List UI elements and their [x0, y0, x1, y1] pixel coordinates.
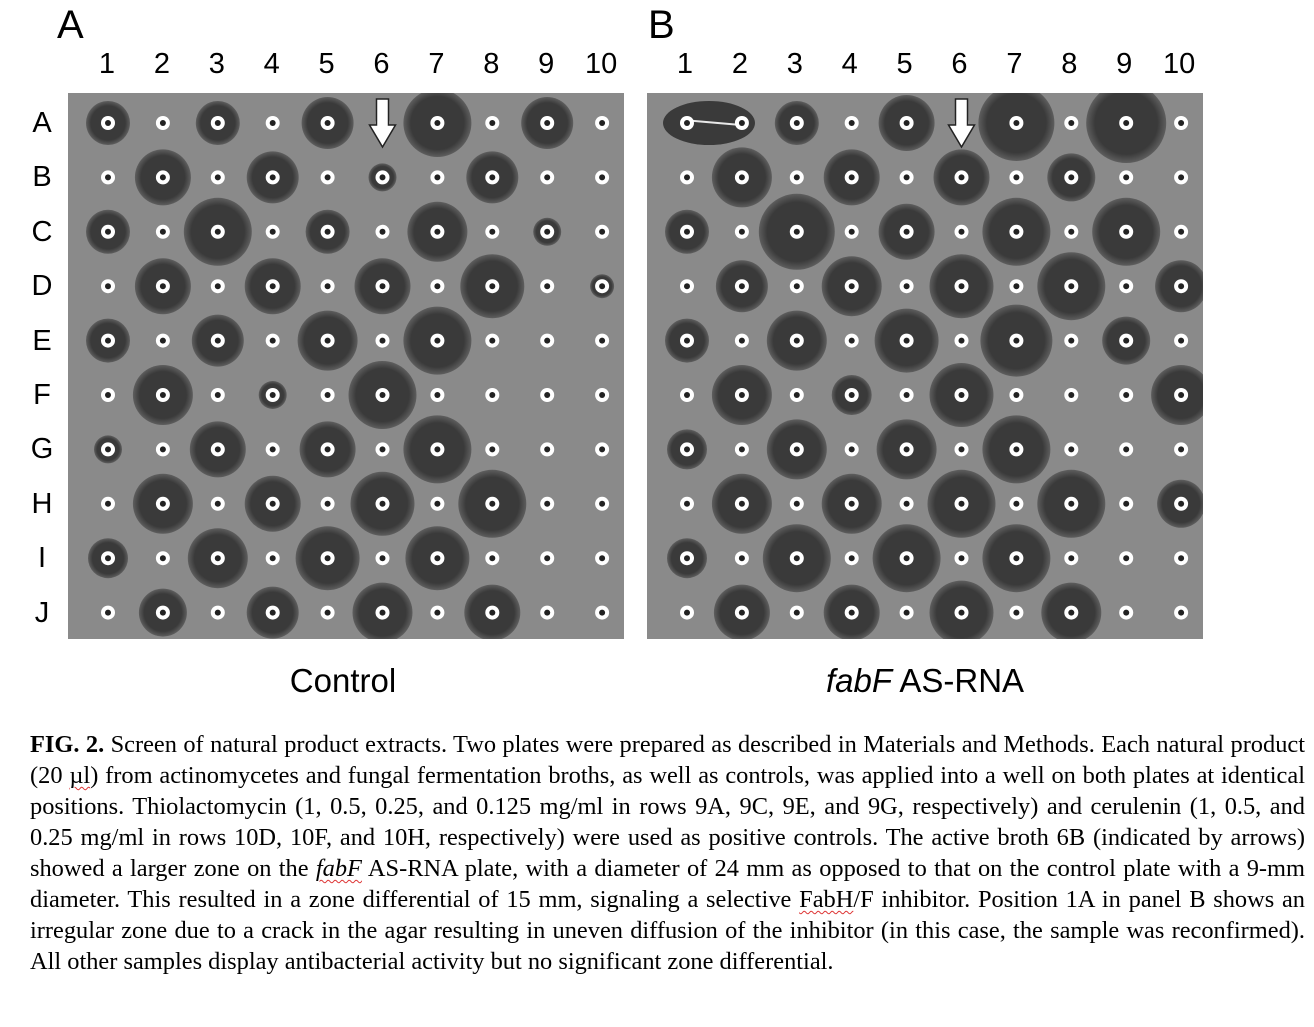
well-hole [105, 501, 111, 507]
well-hole [489, 283, 495, 289]
well-hole [325, 610, 331, 616]
plate-fabf-image [647, 93, 1203, 639]
well-hole [1123, 229, 1129, 235]
well-hole [434, 120, 440, 126]
well-hole [325, 446, 331, 452]
well-hole [544, 338, 550, 344]
well-hole [1013, 610, 1019, 616]
well-hole [270, 229, 276, 235]
well-hole [599, 501, 605, 507]
well-hole [794, 283, 800, 289]
well-hole [849, 446, 855, 452]
well-hole [739, 229, 745, 235]
plate-b-col-label: 1 [676, 48, 694, 80]
well-hole [434, 392, 440, 398]
plate-a-col-label: 2 [153, 48, 170, 80]
well-hole [599, 555, 605, 561]
well-hole [1178, 555, 1184, 561]
well-hole [380, 446, 386, 452]
well-hole [270, 501, 276, 507]
legend-text-3: AS-RNA plate, with a diameter of 24 mm as opposed to that on the control plate with a 9-mm diameter. This resulted in a zone differential of 15 mm, signaling a selective [30, 855, 1305, 913]
well-hole [325, 283, 331, 289]
well-hole [1123, 338, 1129, 344]
well-hole [105, 555, 111, 561]
well-hole [380, 555, 386, 561]
well-hole [544, 229, 550, 235]
legend-gene: fabF [315, 855, 362, 882]
well-hole [794, 501, 800, 507]
row-label: G [30, 433, 54, 466]
well-hole [1123, 283, 1129, 289]
well-hole [849, 283, 855, 289]
well-hole [1123, 501, 1129, 507]
well-hole [215, 501, 221, 507]
well-hole [599, 446, 605, 452]
well-hole [489, 174, 495, 180]
well-hole [105, 229, 111, 235]
well-hole [1178, 446, 1184, 452]
well-hole [1123, 392, 1129, 398]
well-hole [489, 120, 495, 126]
plate-caption-gene: fabF [825, 662, 892, 699]
well-hole [489, 501, 495, 507]
plate-caption-control-text: Control [289, 662, 397, 699]
legend-text-4: /F inhibitor. Position 1A in panel B shows an irregular zone due to a crack in the agar resulting in uneven diffusion of the inhibitor (in this case, the sample was reconfirmed). All other samples display antibacterial activity but no significant zone differential. [30, 886, 1305, 975]
plate-b-col-label: 8 [1061, 48, 1078, 80]
plate-caption-rest: AS-RNA [892, 662, 1025, 699]
well-hole [489, 392, 495, 398]
well-hole [959, 392, 965, 398]
well-hole [904, 283, 910, 289]
well-hole [1123, 174, 1129, 180]
well-hole [794, 555, 800, 561]
well-hole [904, 338, 910, 344]
well-hole [794, 338, 800, 344]
well-hole [959, 501, 965, 507]
well-hole [684, 446, 690, 452]
plate-control [68, 93, 624, 639]
well-hole [544, 283, 550, 289]
well-hole [904, 610, 910, 616]
panel-letter-a: A [57, 3, 84, 47]
well-hole [325, 555, 331, 561]
well-hole [684, 392, 690, 398]
well-hole [849, 120, 855, 126]
plate-a-col-label: 6 [373, 48, 390, 80]
well-hole [380, 283, 386, 289]
well-hole [105, 610, 111, 616]
plate-caption-fabf [790, 662, 1060, 700]
well-hole [904, 555, 910, 561]
well-hole [739, 283, 745, 289]
plate-b-col-label: 6 [951, 48, 968, 80]
well-hole [684, 338, 690, 344]
well-hole [959, 610, 965, 616]
row-label: F [33, 379, 51, 411]
plate-b-col-label: 3 [786, 48, 803, 80]
plate-a-col-label: 4 [263, 48, 280, 80]
well-hole [105, 338, 111, 344]
well-hole [544, 446, 550, 452]
legend-text-2: ) from actinomycetes and fungal fermentation broths, as well as controls, was applied into a well on both plates at identical positions. Thiolactomycin (1, 0.5, 0.25, and 0.125 mg/ml in rows 9A, 9C, 9E, and 9G, respectively) and cerulenin (1, 0.5, and 0.25 mg/ml in rows 10D, 10F, and 10H, respectively) were used as positive controls. The active broth 6B (indicated by arrows) showed a larger zone on the [30, 762, 1305, 882]
well-hole [160, 610, 166, 616]
row-label: E [32, 324, 52, 357]
legend-unit: µl [69, 762, 91, 789]
plate-a-col-label: 7 [428, 48, 445, 80]
well-hole [160, 446, 166, 452]
well-hole [739, 174, 745, 180]
plate-a-col-label: 5 [318, 48, 335, 80]
well-hole [684, 610, 690, 616]
well-hole [794, 174, 800, 180]
well-hole [544, 392, 550, 398]
panel-letter-b: B [648, 3, 675, 47]
well-hole [1013, 555, 1019, 561]
well-hole [1013, 174, 1019, 180]
well-hole [270, 338, 276, 344]
row-label: D [31, 270, 53, 303]
well-hole [270, 446, 276, 452]
well-hole [270, 555, 276, 561]
row-label: A [32, 107, 52, 139]
well-hole [489, 229, 495, 235]
well-hole [1178, 229, 1184, 235]
well-hole [1068, 174, 1074, 180]
plate-b-col-label: 10 [1162, 48, 1196, 80]
well-hole [160, 501, 166, 507]
well-hole [160, 555, 166, 561]
figure-legend [30, 729, 1305, 977]
well-hole [684, 283, 690, 289]
well-hole [1068, 555, 1074, 561]
well-hole [1178, 610, 1184, 616]
well-hole [215, 392, 221, 398]
well-hole [794, 610, 800, 616]
well-hole [794, 446, 800, 452]
row-label: B [32, 161, 52, 194]
legend-enzyme: FabH [799, 886, 854, 913]
well-hole [160, 174, 166, 180]
well-hole [739, 446, 745, 452]
well-hole [1123, 555, 1129, 561]
well-hole [489, 555, 495, 561]
plate-b-col-label: 5 [896, 48, 913, 80]
well-hole [599, 283, 605, 289]
plate-b-col-label: 7 [1006, 48, 1023, 80]
well-hole [215, 555, 221, 561]
well-hole [380, 501, 386, 507]
well-hole [849, 229, 855, 235]
well-hole [1123, 446, 1129, 452]
well-hole [105, 446, 111, 452]
well-hole [739, 392, 745, 398]
well-hole [739, 338, 745, 344]
well-hole [434, 283, 440, 289]
well-hole [325, 338, 331, 344]
well-hole [489, 610, 495, 616]
plate-a-col-label: 8 [483, 48, 500, 80]
well-hole [739, 120, 745, 126]
well-hole [959, 283, 965, 289]
well-hole [599, 229, 605, 235]
well-hole [684, 174, 690, 180]
well-hole [959, 229, 965, 235]
well-hole [434, 174, 440, 180]
well-hole [215, 338, 221, 344]
well-hole [489, 338, 495, 344]
well-hole [684, 501, 690, 507]
well-hole [959, 338, 965, 344]
well-hole [544, 610, 550, 616]
well-hole [380, 229, 386, 235]
plate-caption-control [243, 662, 443, 700]
well-hole [544, 120, 550, 126]
well-hole [849, 338, 855, 344]
well-hole [599, 174, 605, 180]
well-hole [599, 392, 605, 398]
well-hole [215, 446, 221, 452]
well-hole [270, 610, 276, 616]
well-hole [105, 283, 111, 289]
well-hole [849, 555, 855, 561]
well-hole [959, 174, 965, 180]
well-hole [160, 392, 166, 398]
well-hole [794, 120, 800, 126]
well-hole [325, 501, 331, 507]
well-hole [1068, 392, 1074, 398]
well-hole [794, 392, 800, 398]
well-hole [599, 338, 605, 344]
well-hole [1013, 338, 1019, 344]
well-hole [325, 392, 331, 398]
well-hole [1068, 610, 1074, 616]
well-hole [1013, 392, 1019, 398]
row-label: C [31, 215, 53, 248]
well-hole [959, 555, 965, 561]
well-hole [544, 501, 550, 507]
legend-text-1: Screen of natural product extracts. Two plates were prepared as described in Materials and Methods. Each natural product (20 [30, 731, 1305, 789]
well-hole [1068, 446, 1074, 452]
plate-fabf-as-rna [647, 93, 1203, 639]
well-hole [739, 555, 745, 561]
well-hole [270, 392, 276, 398]
well-hole [215, 610, 221, 616]
well-hole [794, 229, 800, 235]
well-hole [544, 555, 550, 561]
well-hole [599, 610, 605, 616]
well-hole [1068, 283, 1074, 289]
plate-b-col-label: 2 [731, 48, 748, 80]
well-hole [544, 174, 550, 180]
well-hole [904, 120, 910, 126]
well-hole [105, 392, 111, 398]
well-hole [325, 174, 331, 180]
well-hole [270, 120, 276, 126]
well-hole [325, 229, 331, 235]
well-hole [325, 120, 331, 126]
well-hole [1068, 338, 1074, 344]
well-hole [849, 610, 855, 616]
well-hole [1178, 338, 1184, 344]
plate-b-col-label: 4 [841, 48, 858, 80]
well-hole [434, 338, 440, 344]
well-hole [684, 555, 690, 561]
well-hole [959, 446, 965, 452]
well-hole [160, 120, 166, 126]
well-hole [849, 174, 855, 180]
well-hole [1013, 283, 1019, 289]
well-hole [1178, 283, 1184, 289]
well-hole [434, 446, 440, 452]
well-hole [160, 338, 166, 344]
well-hole [160, 283, 166, 289]
well-hole [849, 501, 855, 507]
well-hole [1013, 446, 1019, 452]
well-hole [684, 229, 690, 235]
plate-b-col-label: 9 [1116, 48, 1133, 80]
well-hole [380, 338, 386, 344]
well-hole [434, 555, 440, 561]
well-hole [904, 501, 910, 507]
plate-a-col-label: 3 [208, 48, 225, 80]
well-hole [270, 283, 276, 289]
well-hole [1178, 392, 1184, 398]
plate-a-col-label: 1 [98, 48, 116, 80]
well-hole [489, 446, 495, 452]
well-hole [380, 610, 386, 616]
row-label: J [34, 596, 50, 629]
well-hole [739, 501, 745, 507]
well-hole [270, 174, 276, 180]
well-hole [1123, 120, 1129, 126]
well-hole [1013, 229, 1019, 235]
well-hole [1068, 120, 1074, 126]
well-hole [160, 229, 166, 235]
well-hole [904, 392, 910, 398]
well-hole [1178, 174, 1184, 180]
well-hole [1123, 610, 1129, 616]
well-hole [434, 229, 440, 235]
well-hole [1068, 229, 1074, 235]
row-label: H [31, 487, 53, 520]
plate-a-col-label: 10 [584, 48, 618, 80]
plate-a-col-label: 9 [538, 48, 555, 80]
well-hole [599, 120, 605, 126]
well-hole [105, 120, 111, 126]
well-hole [1013, 501, 1019, 507]
well-hole [1013, 120, 1019, 126]
row-label: I [37, 542, 47, 575]
well-hole [904, 229, 910, 235]
well-hole [380, 174, 386, 180]
well-hole [739, 610, 745, 616]
plate-control-image [68, 93, 624, 639]
well-hole [105, 174, 111, 180]
well-hole [1178, 501, 1184, 507]
figure-label: FIG. 2. [30, 731, 105, 758]
well-hole [434, 610, 440, 616]
well-hole [215, 120, 221, 126]
well-hole [215, 174, 221, 180]
well-hole [434, 501, 440, 507]
well-hole [684, 120, 690, 126]
well-hole [904, 174, 910, 180]
well-hole [215, 229, 221, 235]
well-hole [1068, 501, 1074, 507]
well-hole [1178, 120, 1184, 126]
well-hole [215, 283, 221, 289]
well-hole [849, 392, 855, 398]
well-hole [904, 446, 910, 452]
well-hole [380, 392, 386, 398]
